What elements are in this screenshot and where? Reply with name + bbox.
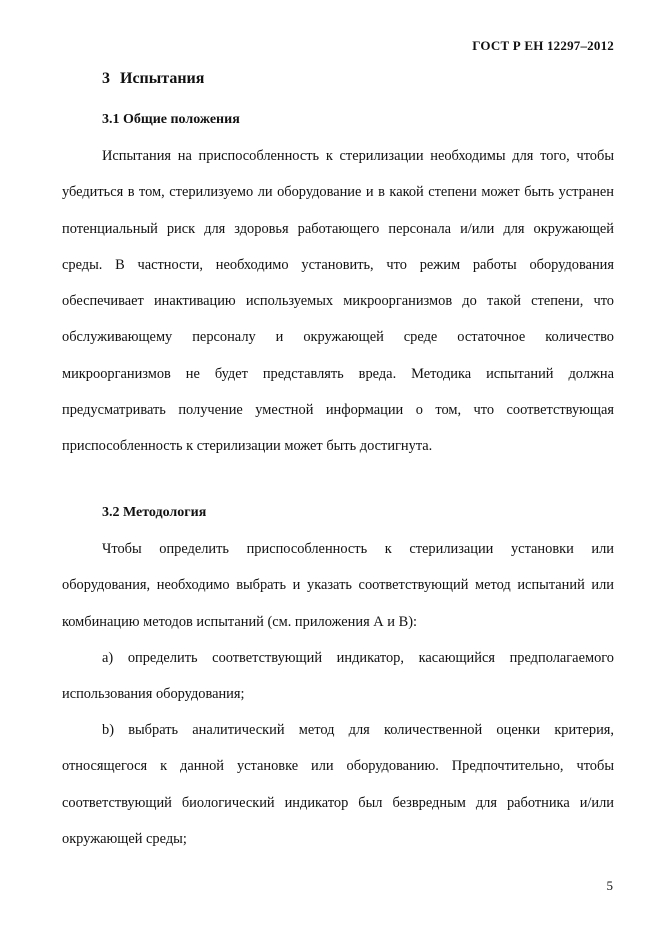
list-item-b: b) выбрать аналитический метод для количественной оценки критерия, относящегося к данной установке или оборудованию. Предпочтительно, чтобы соответствующий биологический индикатор был безвредным для работника и/или окружающей среды; [62, 722, 614, 847]
list-item-a: а) определить соответствующий индикатор, касающийся предполагаемого использования оборудования; [62, 650, 614, 703]
subsection-heading-general: 3.1 Общие положения [102, 112, 240, 127]
section-title: Испытания [120, 70, 205, 87]
standard-designation: ГОСТ Р ЕН 12297–2012 [472, 38, 614, 53]
paragraph-general: Испытания на приспособленность к стерилизации необходимы для того, чтобы убедиться в том, стерилизуемо ли оборудование и в какой степени может быть устранен потенциальный риск для здоровья работающего персонала и/или для окружающей среды. В частности, необходимо установить, что режим работы оборудования обеспечивает инактивацию используемых микроорганизмов до такой степени, что обслуживающему персоналу и окружающей среде остаточное количество микроорганизмов не будет представлять вреда. Методика испытаний должна предусматривать получение уместной информации о том, что соответствующая приспособленность к стерилизации может быть достигнута. [62, 148, 614, 455]
subsection-heading-methodology: 3.2 Методология [102, 505, 207, 520]
paragraph-methodology-intro: Чтобы определить приспособленность к стерилизации установки или оборудования, необходимо выбрать и указать соответствующий метод испытаний или комбинацию методов испытаний (см. приложения А и В): [62, 541, 614, 630]
page-number: 5 [606, 878, 613, 893]
section-heading [102, 70, 204, 88]
section-number: 3 [102, 70, 110, 87]
